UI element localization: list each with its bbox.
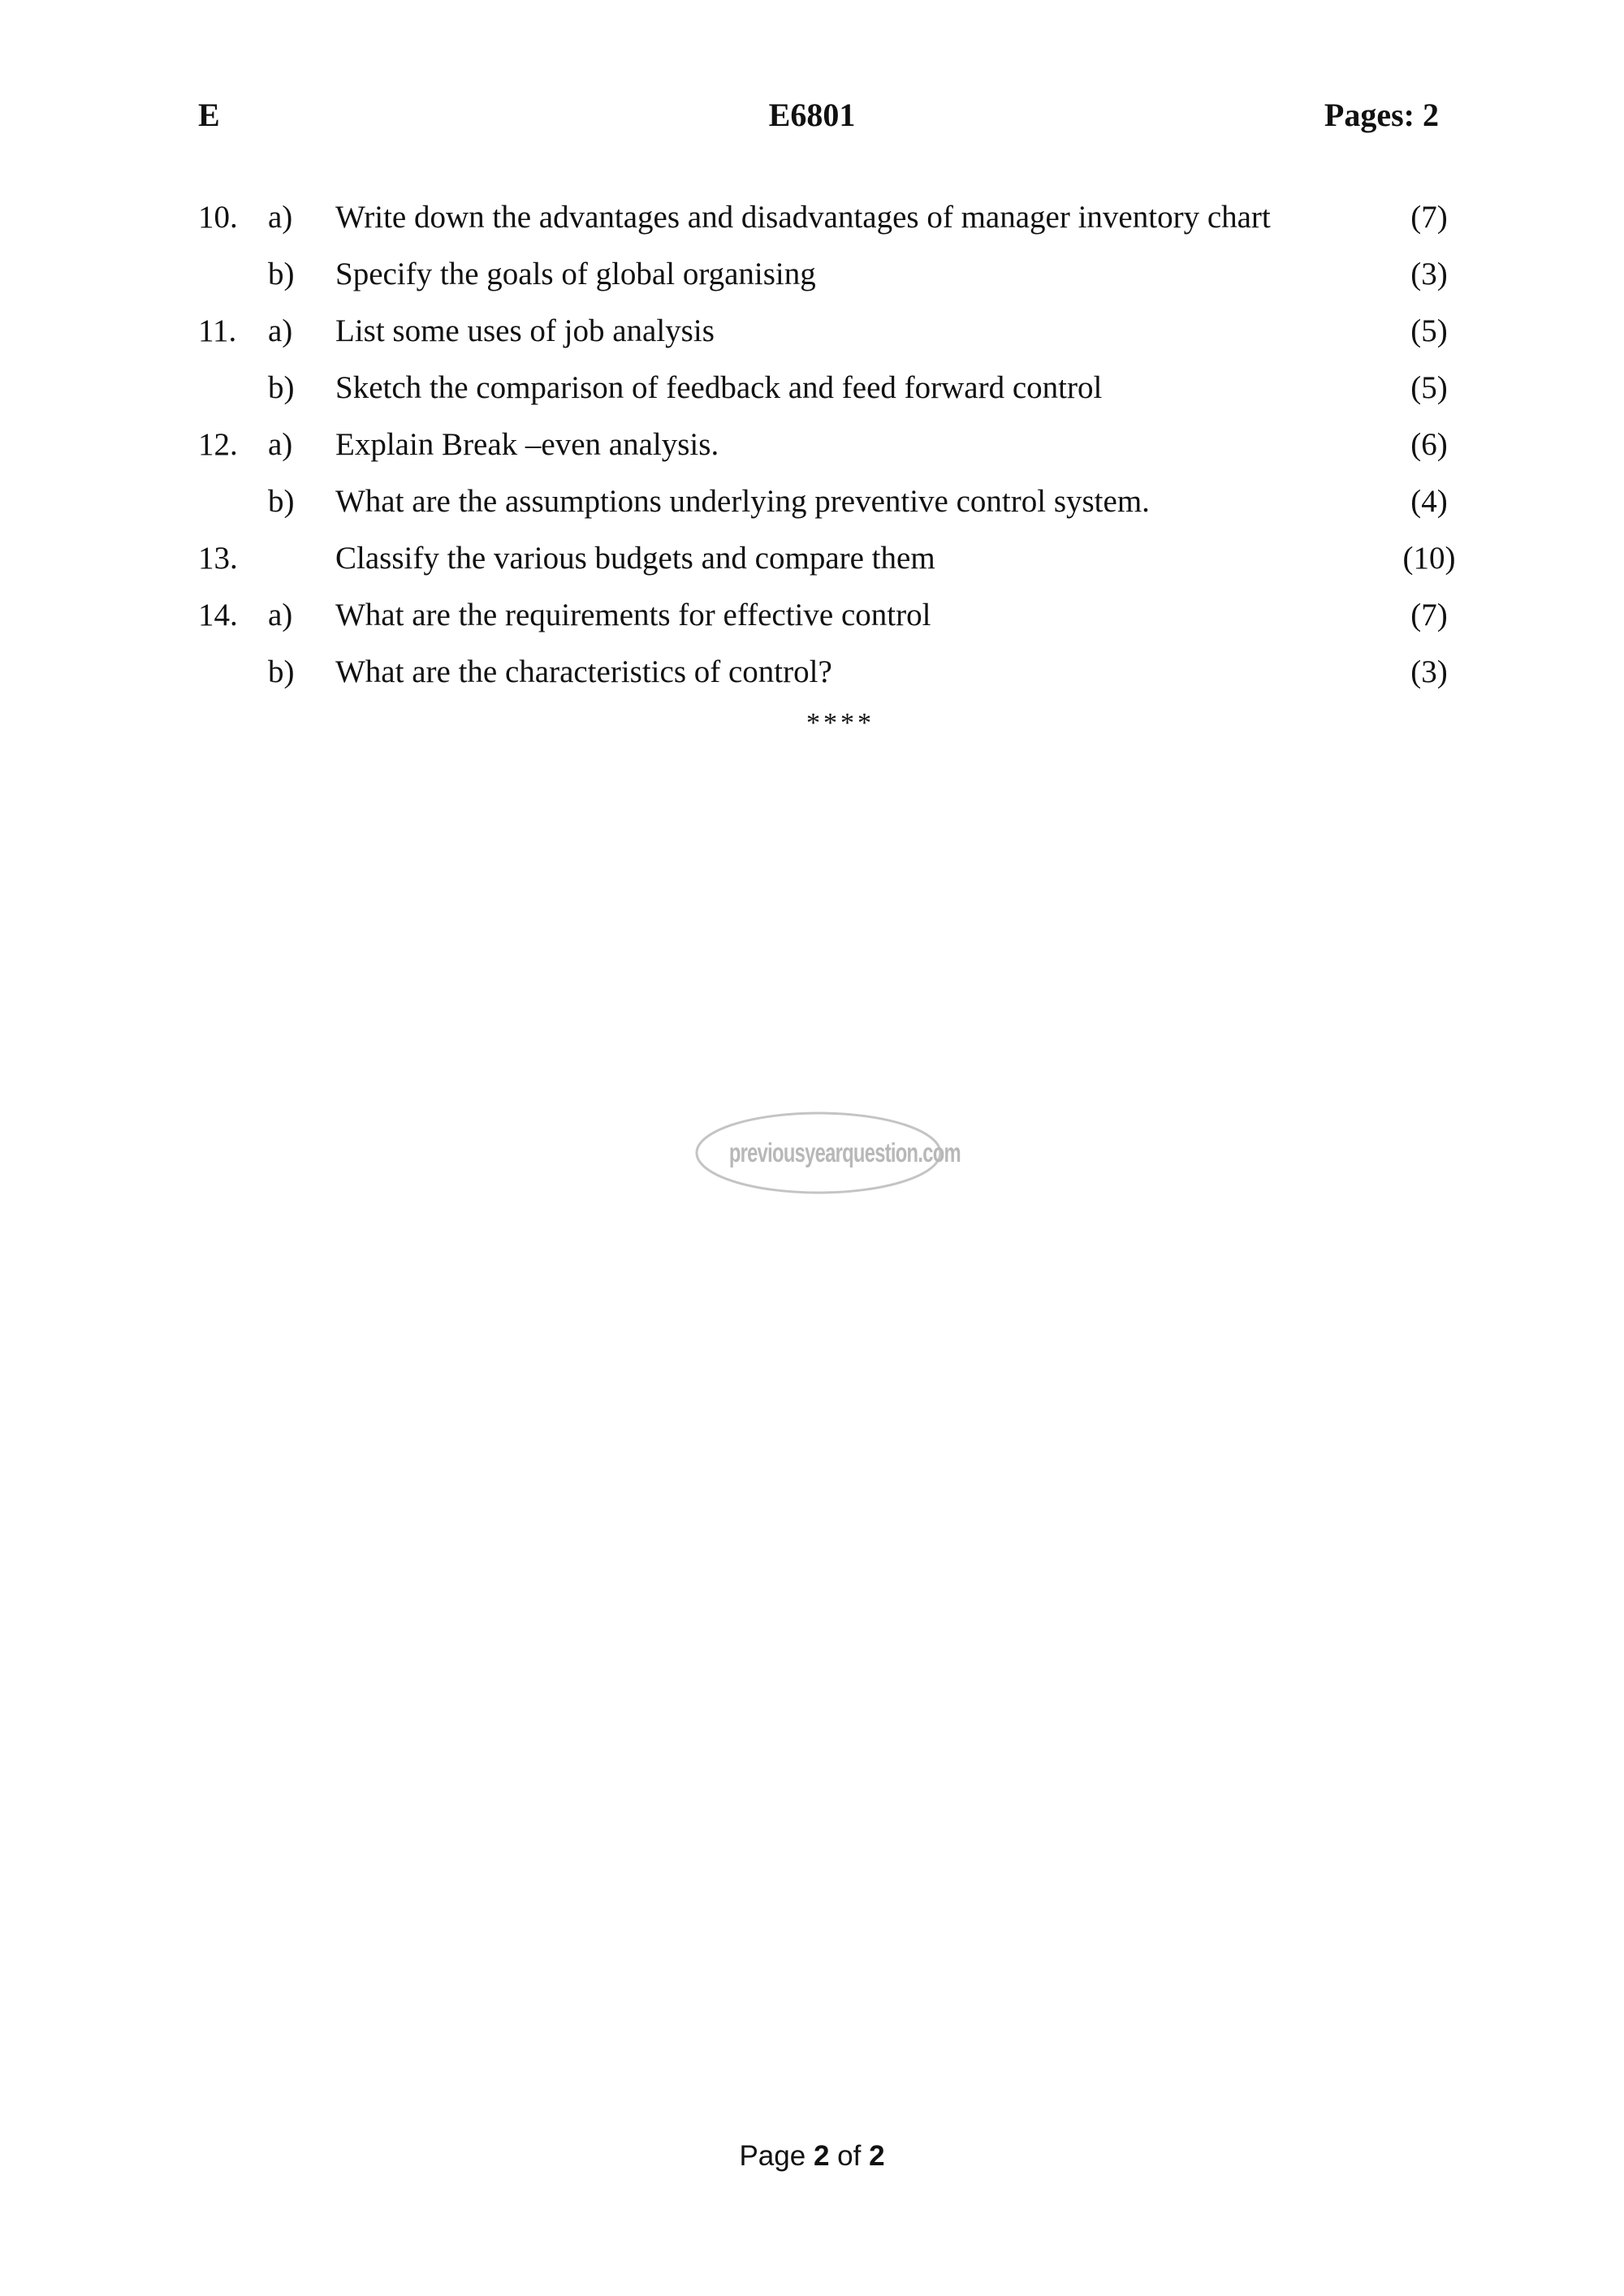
question-number: 14. — [198, 598, 238, 632]
watermark-text: previousyearquestion.com — [728, 1137, 961, 1167]
watermark-logo — [694, 1111, 961, 1195]
question-marks: (6) — [1410, 427, 1448, 462]
question-part: b) — [268, 484, 295, 519]
question-marks: (7) — [1410, 200, 1448, 235]
question-number: 11. — [198, 313, 237, 348]
question-number: 10. — [198, 200, 238, 235]
question-marks: (5) — [1410, 313, 1448, 348]
page-header — [0, 96, 1624, 145]
question-part: b) — [268, 370, 295, 405]
question-text: List some uses of job analysis — [335, 313, 715, 348]
question-row — [0, 648, 1624, 705]
question-text: Sketch the comparison of feedback and feed forward control — [335, 370, 1103, 405]
question-text: Write down the advantages and disadvantages of manager inventory chart — [335, 200, 1271, 235]
question-part: a) — [268, 200, 293, 235]
page-footer — [0, 2140, 1624, 2173]
question-number: 13. — [198, 541, 238, 576]
question-text: What are the characteristics of control? — [335, 654, 832, 689]
footer-separator: of — [837, 2140, 862, 2172]
question-marks: (4) — [1410, 484, 1448, 519]
page-count: Pages: 2 — [1324, 97, 1439, 133]
question-row — [0, 591, 1624, 648]
question-number: 12. — [198, 427, 238, 462]
footer-prefix: Page — [739, 2140, 806, 2172]
question-row — [0, 364, 1624, 421]
question-row — [0, 534, 1624, 591]
question-row — [0, 193, 1624, 250]
question-text: Explain Break –even analysis. — [335, 427, 719, 462]
question-text: Classify the various budgets and compare them — [335, 541, 935, 576]
question-part: a) — [268, 313, 293, 348]
question-text: Specify the goals of global organising — [335, 257, 816, 291]
end-of-paper-mark: **** — [806, 708, 875, 738]
question-marks: (3) — [1410, 257, 1448, 291]
question-row — [0, 421, 1624, 477]
question-marks: (5) — [1410, 370, 1448, 405]
question-marks: (10) — [1402, 541, 1456, 576]
question-row — [0, 307, 1624, 364]
question-marks: (3) — [1410, 654, 1448, 689]
question-row — [0, 250, 1624, 307]
question-list — [0, 193, 1624, 705]
question-row — [0, 477, 1624, 534]
question-part: b) — [268, 654, 295, 689]
question-part: b) — [268, 257, 295, 291]
question-text: What are the assumptions underlying preventive control system. — [335, 484, 1150, 519]
footer-current-page: 2 — [813, 2140, 830, 2172]
footer-total-pages: 2 — [869, 2140, 885, 2172]
question-part: a) — [268, 427, 293, 462]
paper-code: E6801 — [768, 97, 856, 133]
question-text: What are the requirements for effective control — [335, 598, 931, 632]
header-left-label: E — [198, 97, 220, 133]
question-part: a) — [268, 598, 293, 632]
question-marks: (7) — [1410, 598, 1448, 632]
